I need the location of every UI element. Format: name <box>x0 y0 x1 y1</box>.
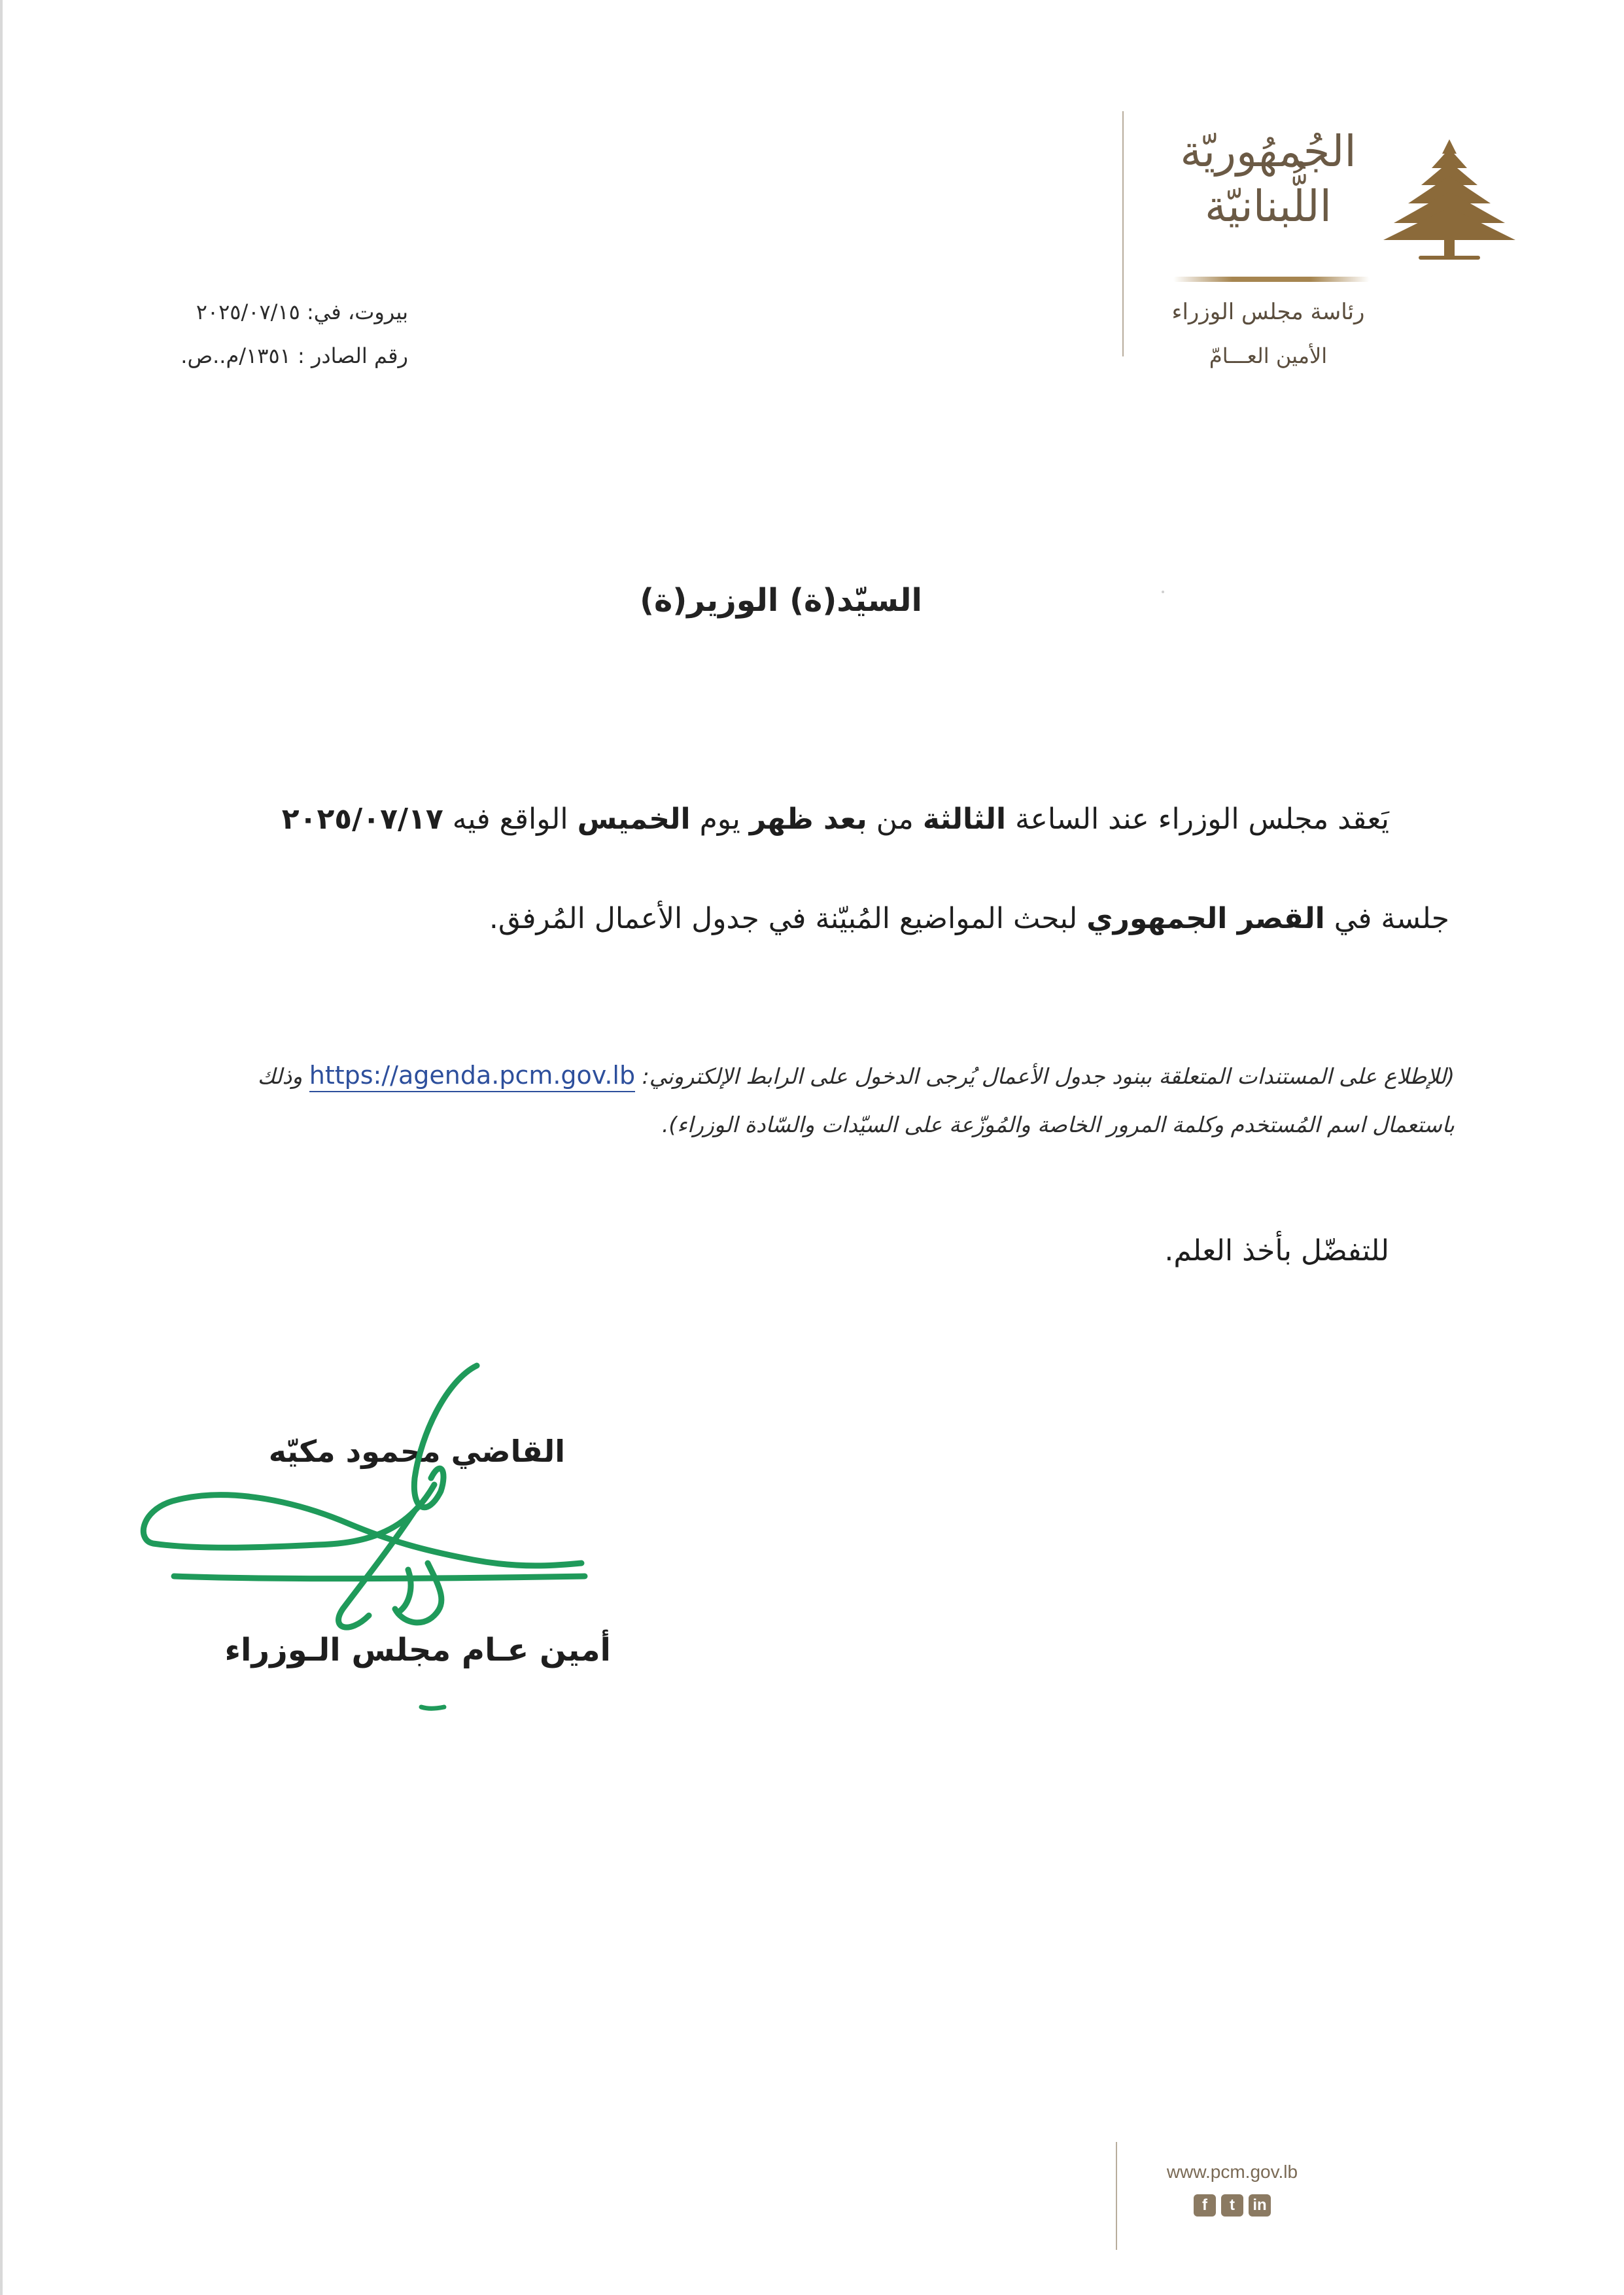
body-text: يوم <box>690 802 750 836</box>
seal-line-1: الجُمهُوريّة <box>1180 126 1356 177</box>
body-text: لبحث المواضيع المُبيّنة في جدول الأعمال المُرفق. <box>489 902 1087 935</box>
seal-divider <box>1173 277 1370 282</box>
body-emphasis: الثالثة <box>922 802 1007 836</box>
social-icons <box>1190 2194 1275 2220</box>
office-name: رئاسة مجلس الوزراء <box>1171 299 1365 325</box>
footer-divider <box>1116 2142 1117 2250</box>
body-text: من <box>867 802 923 836</box>
seal-line-2: اللُّبنانيّة <box>1205 181 1332 232</box>
body-emphasis: بعد ظهر <box>749 802 867 836</box>
facebook-icon[interactable]: f <box>1194 2194 1216 2217</box>
date-line: بيروت، في: ٢٠٢٥/٠٧/١٥ <box>196 300 408 324</box>
note-line-1 <box>199 1061 1455 1090</box>
twitter-icon[interactable]: t <box>1221 2194 1243 2217</box>
body-line-2 <box>395 896 1449 942</box>
signer-name: القاضي محمود مكيّه <box>268 1434 565 1469</box>
note-text: وذلك <box>257 1063 309 1089</box>
website-link[interactable]: www.pcm.gov.lb <box>1166 2162 1298 2182</box>
note-line-2: باستعمال اسم المُستخدم وكلمة المرور الخاصة والمُوزّعة على السيّدات والسّادة الوزراء). <box>661 1112 1455 1137</box>
salutation: السيّد(ة) الوزير(ة) <box>640 582 922 619</box>
closing-line: للتفضّل بأخذ العلم. <box>1164 1234 1389 1268</box>
agenda-link[interactable]: https://agenda.pcm.gov.lb <box>309 1061 635 1092</box>
reference-number: رقم الصادر : ١٣٥١/م..ص. <box>181 343 408 368</box>
body-text: الواقع فيه <box>443 802 578 836</box>
cedar-emblem-icon <box>1379 134 1520 265</box>
body-text: جلسة في <box>1324 902 1449 935</box>
body-line-1 <box>192 797 1389 842</box>
linkedin-icon[interactable]: in <box>1249 2194 1271 2217</box>
body-emphasis: الخميس <box>577 802 691 836</box>
republic-seal-title <box>1160 124 1376 234</box>
body-text: يَعقد مجلس الوزراء عند الساعة <box>1006 802 1389 836</box>
header-divider <box>1122 111 1124 356</box>
signer-title: أمين عـام مجلس الـوزراء <box>224 1632 611 1668</box>
meeting-venue: القصر الجمهوري <box>1086 902 1325 935</box>
office-subtitle: الأمين العـــامّ <box>1209 343 1328 368</box>
scan-speck <box>1162 591 1164 593</box>
note-text: (للإطلاع على المستندات المتعلقة ببنود جدول الأعمال يُرجى الدخول على الرابط الإلكتروني: <box>635 1063 1455 1089</box>
meeting-date: ٢٠٢٥/٠٧/١٧ <box>281 802 443 836</box>
